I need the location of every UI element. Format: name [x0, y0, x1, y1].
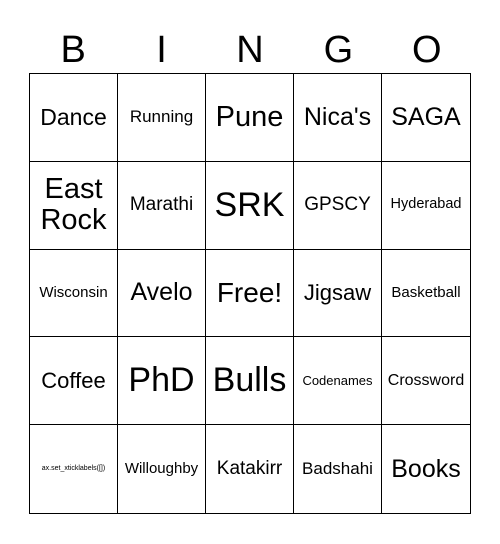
bingo-cell[interactable]: Running — [118, 74, 206, 162]
header-letter-o: O — [411, 29, 442, 71]
bingo-cell[interactable]: Wisconsin — [30, 250, 118, 338]
bingo-cell[interactable]: SAGA — [382, 74, 470, 162]
header-letter-n: N — [236, 29, 264, 71]
bingo-cell[interactable]: Basketball — [382, 250, 470, 338]
bingo-cell[interactable]: Badshahi — [294, 425, 382, 513]
bingo-cell[interactable]: Dance — [30, 74, 118, 162]
bingo-cell[interactable]: ax.set_xticklabels([]) — [30, 425, 118, 513]
bingo-cell[interactable]: Willoughby — [118, 425, 206, 513]
bingo-cell[interactable]: PhD — [118, 337, 206, 425]
bingo-cell[interactable]: Pune — [206, 74, 294, 162]
header-letter-g: G — [323, 29, 354, 71]
bingo-card-grid — [29, 73, 471, 514]
bingo-cell-free[interactable]: Free! — [206, 250, 294, 338]
bingo-cell[interactable]: Katakirr — [206, 425, 294, 513]
header-letter-i: I — [156, 29, 167, 71]
bingo-cell[interactable]: Hyderabad — [382, 162, 470, 250]
bingo-cell[interactable]: East Rock — [30, 162, 118, 250]
header-letter-b: B — [60, 29, 86, 71]
bingo-cell[interactable]: SRK — [206, 162, 294, 250]
bingo-header — [29, 26, 471, 74]
bingo-cell[interactable]: Avelo — [118, 250, 206, 338]
bingo-cell[interactable]: GPSCY — [294, 162, 382, 250]
bingo-cell[interactable]: Nica's — [294, 74, 382, 162]
bingo-cell[interactable]: Jigsaw — [294, 250, 382, 338]
bingo-cell[interactable]: Marathi — [118, 162, 206, 250]
bingo-cell[interactable]: Coffee — [30, 337, 118, 425]
bingo-cell[interactable]: Books — [391, 454, 461, 483]
bingo-cell[interactable]: Codenames — [294, 337, 382, 425]
bingo-cell[interactable]: Bulls — [206, 337, 294, 425]
bingo-cell[interactable]: Crossword — [382, 337, 470, 425]
